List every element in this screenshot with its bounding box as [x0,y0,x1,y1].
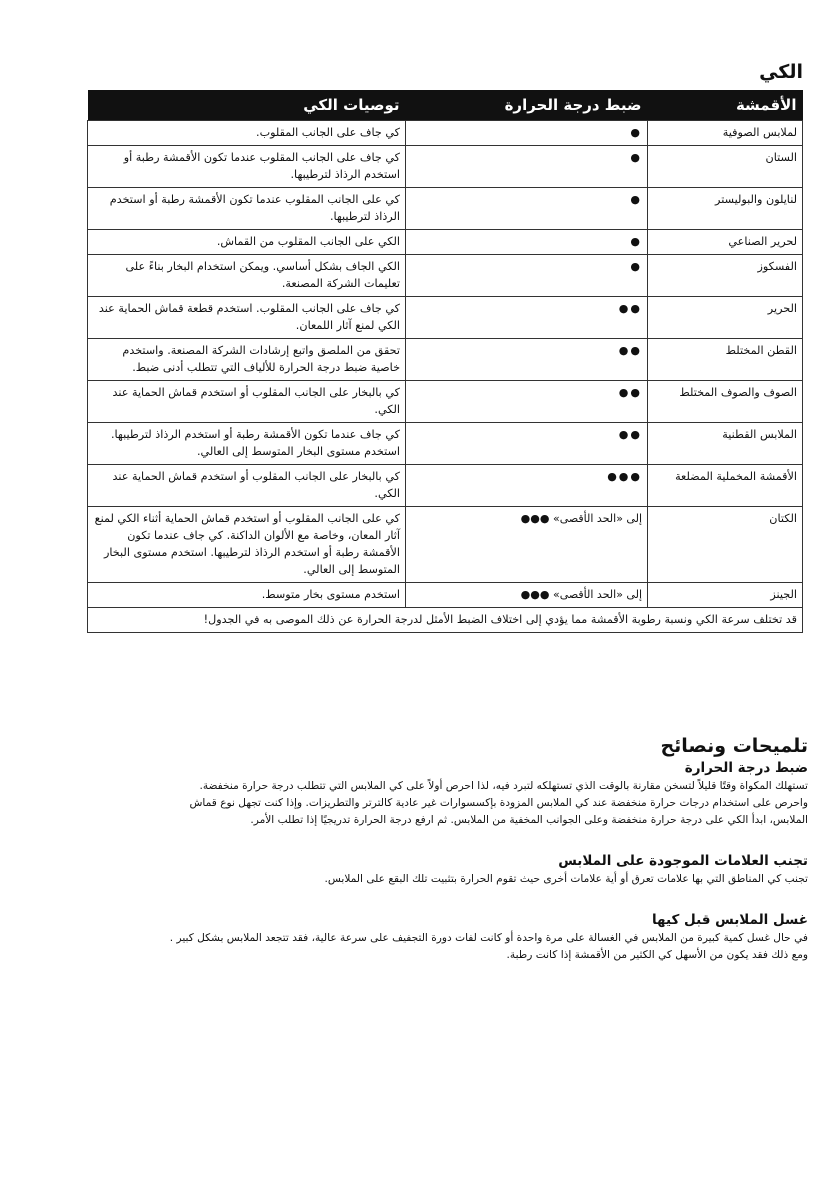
temp-cell: ●● [406,297,648,339]
tip-text: واحرص على استخدام درجات حرارة منخفضة عند كي الملابس المزودة بإكسسوارات غير عادية كالترتر والتطريزات. وإذا كنت تجهل نوع قماش [189,797,808,809]
header-fabric: الأقمشة [648,90,803,121]
advice-cell: كي جاف على الجانب المقلوب. [88,121,406,146]
advice-cell: تحقق من الملصق واتبع إرشادات الشركة المصنعة. واستخدم خاصية ضبط درجة الحرارة للألياف التي تتطلب أدنى ضبط. [88,339,406,381]
ironing-title: الكي [759,61,803,83]
table-row [88,583,803,608]
advice-cell: استخدم مستوى بخار متوسط. [88,583,406,608]
tip-stains [28,851,808,888]
temp-cell: إلى «الحد الأقصى» ●●● [406,507,648,583]
fabric-cell: الستان [648,146,803,188]
table-row [88,381,803,423]
tip-heading: ضبط درجة الحرارة [684,760,808,776]
temp-cell: ● [406,230,648,255]
header-advice: توصيات الكي [88,90,406,121]
temp-cell: إلى «الحد الأقصى» ●●● [406,583,648,608]
tip-heading: غسل الملابس قبل كيها [651,912,808,928]
tip-washing [28,910,808,964]
temp-cell: ● [406,121,648,146]
advice-cell: كي على الجانب المقلوب عندما تكون الأقمشة رطبة أو استخدم الرذاذ لترطيبها. [88,188,406,230]
ironing-section [88,60,803,633]
table-row [88,423,803,465]
fabric-cell: الفسكوز [648,255,803,297]
table-row [88,230,803,255]
advice-cell: الكي الجاف بشكل أساسي. ويمكن استخدام البخار بناءً على تعليمات الشركة المصنعة. [88,255,406,297]
advice-cell: الكي على الجانب المقلوب من القماش. [88,230,406,255]
advice-cell: كي على الجانب المقلوب أو استخدم قماش الحماية أثناء الكي لمنع آثار المعان، وخاصة مع الألوان الداكنة. كي جاف عندما تكون الأقمشة رطبة أو استخدم الرذاذ لترطيبها. استخدم مستوى البخار المتوسط إلى العالي. [88,507,406,583]
fabric-cell: الجينز [648,583,803,608]
fabric-cell: لنايلون والبوليستر [648,188,803,230]
fabric-cell: الملابس القطنية [648,423,803,465]
table-footnote: قد تختلف سرعة الكي ونسبة رطوبة الأقمشة مما يؤدي إلى اختلاف الضبط الأمثل لدرجة الحرارة عن ذلك الموصى به في الجدول! [88,608,803,633]
advice-cell: كي بالبخار على الجانب المقلوب أو استخدم قماش الحماية عند الكي. [88,465,406,507]
tip-heading: تجنب العلامات الموجودة على الملابس [558,853,808,869]
tips-section [28,734,808,986]
temp-cell: ●● [406,339,648,381]
fabric-cell: لحرير الصناعي [648,230,803,255]
table-header-row [88,90,803,121]
temp-cell: ● [406,255,648,297]
temp-cell: ●●● [406,465,648,507]
table-row [88,297,803,339]
tip-text: تستهلك المكواة وقتًا قليلاً لتسخن مقارنة بالوقت الذي تستهلكه لتبرد فيه، لذا احرص أولاً على كي الملابس التي تتطلب درجة حرارة منخفضة. [199,780,808,792]
table-row [88,255,803,297]
table-row [88,339,803,381]
fabric-cell: الصوف والصوف المختلط [648,381,803,423]
fabric-cell: القطن المختلط [648,339,803,381]
tip-text: ومع ذلك فقد يكون من الأسهل كي الكثير من الأقمشة إذا كانت رطبة. [506,949,808,961]
tip-text: الملابس، ابدأ الكي على درجة حرارة منخفضة وعلى الجوانب المخفية من الملابس. ثم ارفع درجة الحرارة تدريجيًا إذا تطلب الأمر. [250,814,808,826]
fabric-cell: الأقمشة المخملية المضلعة [648,465,803,507]
fabric-cell: لملابس الصوفية [648,121,803,146]
tip-text: في حال غسل كمية كبيرة من الملابس في الغسالة على مرة واحدة أو كانت لفات دورة التجفيف على سرعة عالية، فقد تتجعد الملابس بشكل كبير . [169,932,808,944]
table-footer-row [88,608,803,633]
table-row [88,146,803,188]
table-row [88,507,803,583]
advice-cell: كي بالبخار على الجانب المقلوب أو استخدم قماش الحماية عند الكي. [88,381,406,423]
temp-cell: ●● [406,381,648,423]
temp-cell: ● [406,146,648,188]
temp-cell: ● [406,188,648,230]
advice-cell: كي جاف على الجانب المقلوب عندما تكون الأقمشة رطبة أو استخدم الرذاذ لترطيبها. [88,146,406,188]
table-row [88,188,803,230]
fabric-cell: الحرير [648,297,803,339]
ironing-table [87,90,803,633]
header-temperature: ضبط درجة الحرارة [406,90,648,121]
table-row [88,465,803,507]
fabric-cell: الكتان [648,507,803,583]
temp-cell: ●● [406,423,648,465]
advice-cell: كي جاف عندما تكون الأقمشة رطبة أو استخدم الرذاذ لترطيبها. استخدم مستوى البخار المتوسط إلى العالي. [88,423,406,465]
tip-text: تجنب كي المناطق التي بها علامات تعرق أو أية علامات أخرى حيث تقوم الحرارة بتثبيت تلك البقع على الملابس. [324,873,808,885]
tip-temperature [28,758,808,829]
advice-cell: كي جاف على الجانب المقلوب. استخدم قطعة قماش الحماية عند الكي لمنع آثار اللمعان. [88,297,406,339]
table-row [88,121,803,146]
tips-title: تلميحات ونصائح [660,735,808,757]
